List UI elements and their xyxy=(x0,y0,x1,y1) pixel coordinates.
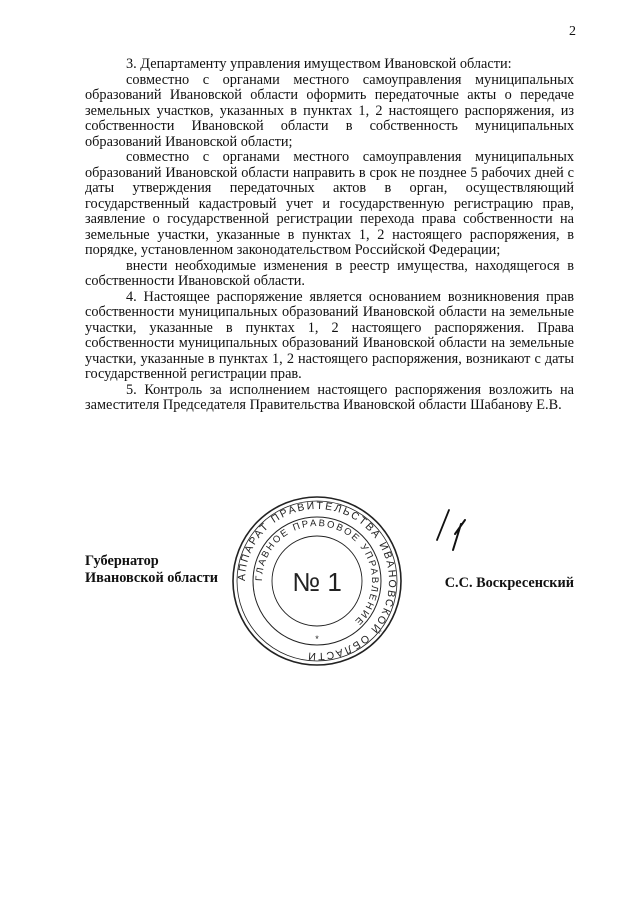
page-number: 2 xyxy=(569,24,576,39)
official-seal-stamp xyxy=(230,494,404,668)
paragraph-4: 4. Настоящее распоряжение является основанием возникновения прав собственности муниципальных образований Ивановской области на земельные участки, указанные в пунктах 1, 2 настоящего распоряжения. Права собственности муниципальных образований Ивановской области на земельные участки, указанные в пунктах 1, 2 настоящего распоряжения, возникают с даты государственной регистрации прав. xyxy=(85,288,574,382)
handwritten-signature xyxy=(427,506,477,566)
svg-text:*: * xyxy=(315,634,319,644)
paragraph-3-item-1: совместно с органами местного самоуправления муниципальных образований Ивановской области оформить передаточные акты о передаче земельных участков, указанных в пунктах 1, 2 настоящего распоряжения, из собственности Ивановской области в собственность муниципальных образований Ивановской области; xyxy=(85,71,574,150)
paragraph-5: 5. Контроль за исполнением настоящего распоряжения возложить на заместителя Председателя Правительства Ивановской области Шабанову Е.В. xyxy=(85,381,574,413)
paragraph-3: 3. Департаменту управления имуществом Ивановской области: xyxy=(126,56,512,72)
paragraph-3-item-2: совместно с органами местного самоуправления муниципальных образований Ивановской области направить в срок не позднее 5 рабочих дней с даты утверждения передаточных актов в орган, осуществляющий государственный кадастровый учет и государственную регистрацию прав, заявление о государственной регистрации перехода права собственности на земельные участки, указанные в пунктах 1, 2 настоящего распоряжения, в порядке, установленном законодательством Российской Федерации; xyxy=(85,149,574,258)
signatory-title-line-1: Губернатор xyxy=(85,553,159,569)
signatory-title-line-2: Ивановской области xyxy=(85,570,218,586)
stamp-inner-text: ГЛАВНОЕ ПРАВОВОЕ УПРАВЛЕНИЕ xyxy=(253,517,381,629)
stamp-center-text: № 1 xyxy=(292,567,342,597)
paragraph-3-item-3: внести необходимые изменения в реестр имущества, находящегося в собственности Ивановской области. xyxy=(85,257,574,289)
stamp-outer-text: АППАРАТ ПРАВИТЕЛЬСТВА ИВАНОВСКОЙ ОБЛАСТИ xyxy=(235,499,399,663)
document-body xyxy=(85,57,574,414)
signatory-name: С.С. Воскресенский xyxy=(444,575,574,591)
signatory-title xyxy=(85,553,218,587)
